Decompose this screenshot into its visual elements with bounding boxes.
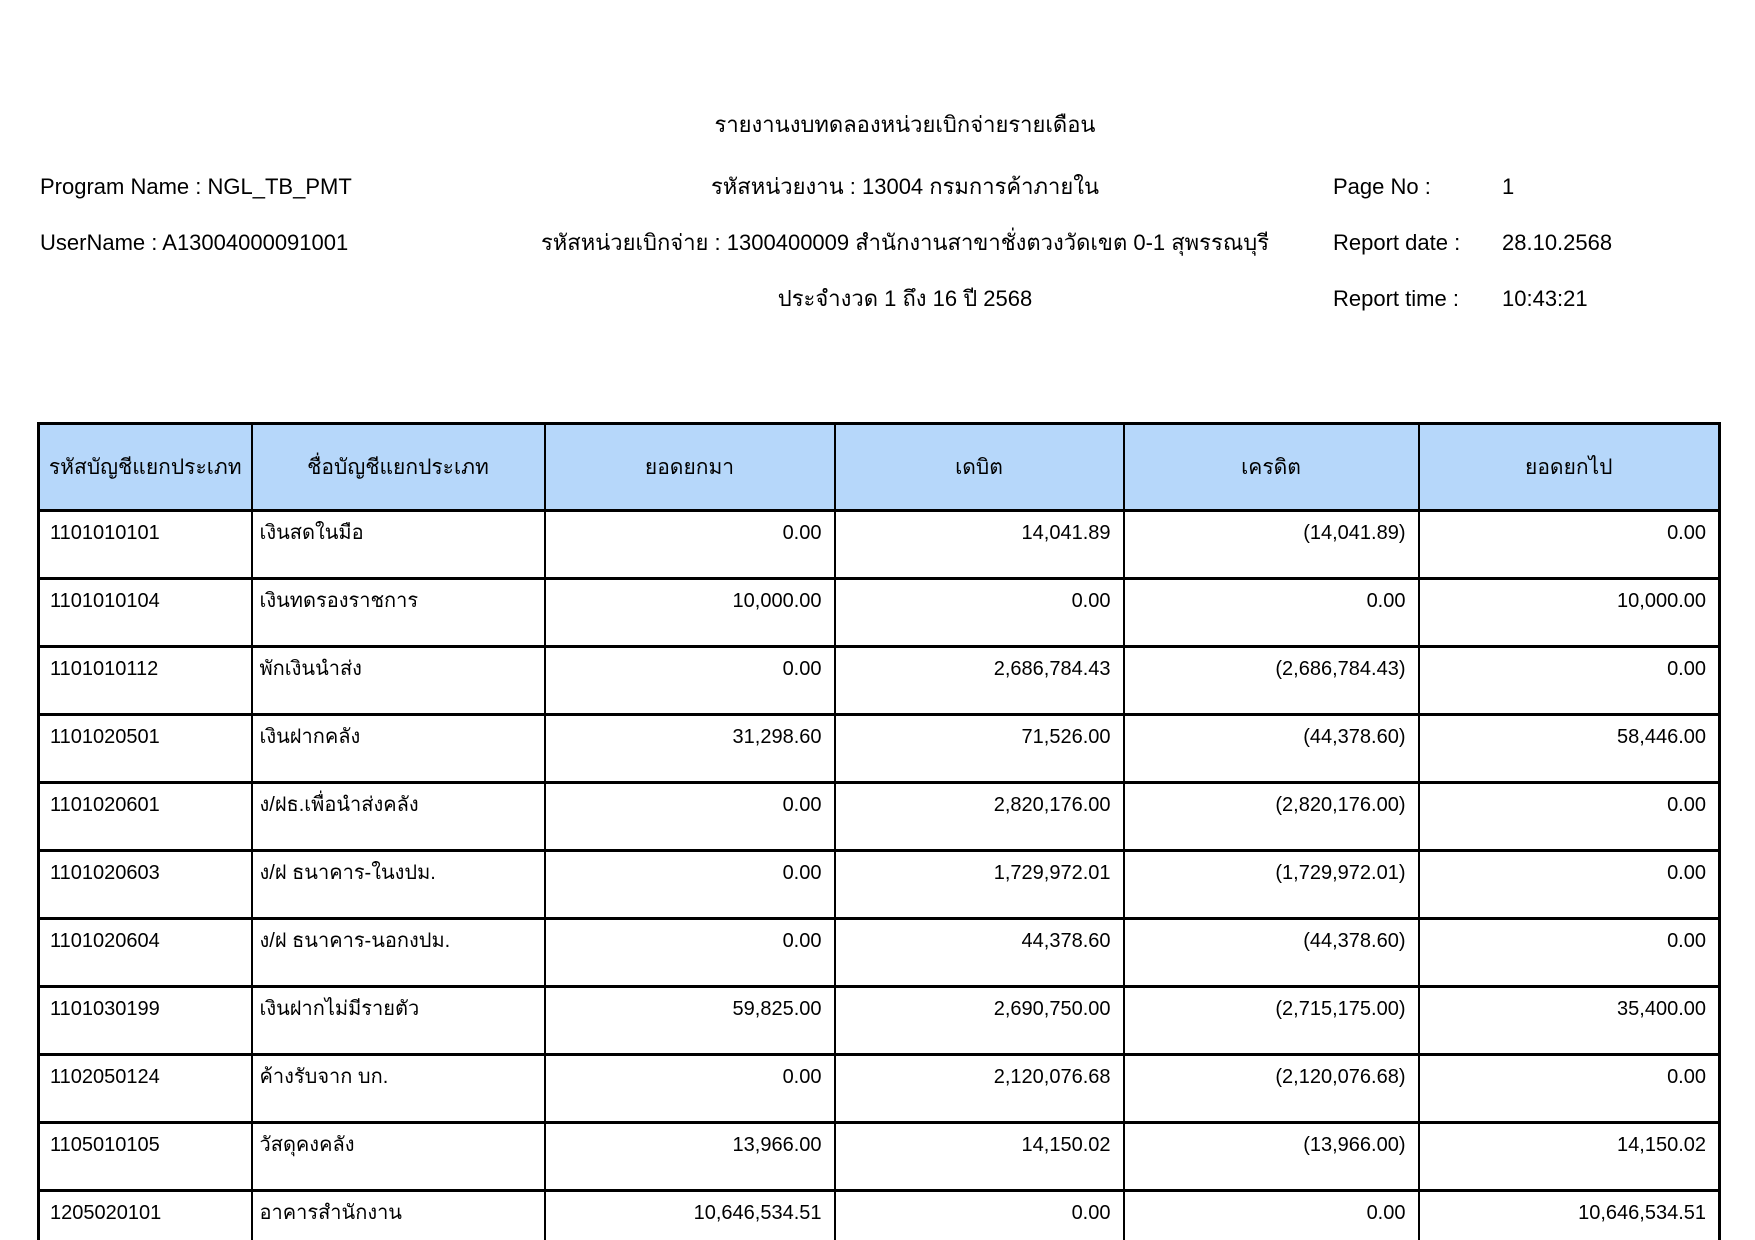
account-code-cell: 1101020603 <box>39 851 252 919</box>
debit-cell: 0.00 <box>835 579 1124 647</box>
brought-forward-cell: 13,966.00 <box>545 1123 835 1191</box>
col-header-account-code: รหัสบัญชีแยกประเภท <box>39 424 252 511</box>
col-header-debit: เดบิต <box>835 424 1124 511</box>
account-name-cell: ง/ฝธ.เพื่อนำส่งคลัง <box>252 783 545 851</box>
account-code-cell: 1101020604 <box>39 919 252 987</box>
account-code-cell: 1101030199 <box>39 987 252 1055</box>
account-name-cell: อาคารสำนักงาน <box>252 1191 545 1240</box>
table-row <box>39 783 1720 851</box>
brought-forward-cell: 0.00 <box>545 647 835 715</box>
debit-cell: 44,378.60 <box>835 919 1124 987</box>
debit-cell: 2,820,176.00 <box>835 783 1124 851</box>
carried-forward-cell: 14,150.02 <box>1419 1123 1720 1191</box>
report-title: รายงานงบทดลองหน่วยเบิกจ่ายรายเดือน <box>714 112 1096 137</box>
debit-cell: 14,150.02 <box>835 1123 1124 1191</box>
credit-cell: (13,966.00) <box>1124 1123 1419 1191</box>
program-name-value: NGL_TB_PMT <box>207 174 352 199</box>
credit-cell: (44,378.60) <box>1124 715 1419 783</box>
debit-cell: 2,690,750.00 <box>835 987 1124 1055</box>
account-code-cell: 1205020101 <box>39 1191 252 1240</box>
credit-cell: (14,041.89) <box>1124 511 1419 579</box>
account-name-cell: เงินฝากคลัง <box>252 715 545 783</box>
account-name-cell: ค้างรับจาก บก. <box>252 1055 545 1123</box>
program-name-label: Program Name : <box>40 174 202 199</box>
account-name-cell: พักเงินนำส่ง <box>252 647 545 715</box>
credit-cell: 0.00 <box>1124 1191 1419 1240</box>
brought-forward-cell: 0.00 <box>545 851 835 919</box>
trial-balance-table <box>37 422 1721 1240</box>
table-row <box>39 511 1720 579</box>
col-header-carried-forward: ยอดยกไป <box>1419 424 1720 511</box>
table-row <box>39 1191 1720 1240</box>
agency-code-line: รหัสหน่วยงาน : 13004 กรมการค้าภายใน <box>710 174 1100 199</box>
debit-cell: 2,686,784.43 <box>835 647 1124 715</box>
brought-forward-cell: 10,000.00 <box>545 579 835 647</box>
carried-forward-cell: 0.00 <box>1419 919 1720 987</box>
table-row <box>39 579 1720 647</box>
credit-cell: 0.00 <box>1124 579 1419 647</box>
account-name-cell: เงินทดรองราชการ <box>252 579 545 647</box>
brought-forward-cell: 0.00 <box>545 783 835 851</box>
brought-forward-cell: 0.00 <box>545 511 835 579</box>
account-code-cell: 1101010104 <box>39 579 252 647</box>
carried-forward-cell: 0.00 <box>1419 1055 1720 1123</box>
debit-cell: 14,041.89 <box>835 511 1124 579</box>
brought-forward-cell: 0.00 <box>545 919 835 987</box>
carried-forward-cell: 10,000.00 <box>1419 579 1720 647</box>
table-header-row <box>39 424 1720 511</box>
table-row <box>39 647 1720 715</box>
report-date-value: 28.10.2568 <box>1502 230 1613 255</box>
col-header-account-name: ชื่อบัญชีแยกประเภท <box>252 424 545 511</box>
table-row <box>39 715 1720 783</box>
account-name-cell: เงินสดในมือ <box>252 511 545 579</box>
account-name-cell: เงินฝากไม่มีรายตัว <box>252 987 545 1055</box>
page-no-label: Page No : <box>1333 174 1431 199</box>
carried-forward-cell: 58,446.00 <box>1419 715 1720 783</box>
account-code-cell: 1105010105 <box>39 1123 252 1191</box>
debit-cell: 2,120,076.68 <box>835 1055 1124 1123</box>
brought-forward-cell: 10,646,534.51 <box>545 1191 835 1240</box>
carried-forward-cell: 10,646,534.51 <box>1419 1191 1720 1240</box>
credit-cell: (2,715,175.00) <box>1124 987 1419 1055</box>
carried-forward-cell: 0.00 <box>1419 851 1720 919</box>
col-header-credit: เครดิต <box>1124 424 1419 511</box>
debit-cell: 71,526.00 <box>835 715 1124 783</box>
account-code-cell: 1101010101 <box>39 511 252 579</box>
credit-cell: (1,729,972.01) <box>1124 851 1419 919</box>
brought-forward-cell: 0.00 <box>545 1055 835 1123</box>
credit-cell: (2,120,076.68) <box>1124 1055 1419 1123</box>
account-code-cell: 1101020601 <box>39 783 252 851</box>
disbursement-unit-line: รหัสหน่วยเบิกจ่าย : 1300400009 สำนักงานสาขาชั่งตวงวัดเขต 0-1 สุพรรณบุรี <box>540 230 1270 255</box>
report-date-label: Report date : <box>1333 230 1461 255</box>
carried-forward-cell: 35,400.00 <box>1419 987 1720 1055</box>
debit-cell: 1,729,972.01 <box>835 851 1124 919</box>
report-time-value: 10:43:21 <box>1502 286 1588 311</box>
report-time-label: Report time : <box>1333 286 1459 311</box>
carried-forward-cell: 0.00 <box>1419 783 1720 851</box>
account-code-cell: 1102050124 <box>39 1055 252 1123</box>
carried-forward-cell: 0.00 <box>1419 511 1720 579</box>
account-code-cell: 1101010112 <box>39 647 252 715</box>
brought-forward-cell: 31,298.60 <box>545 715 835 783</box>
period-line: ประจำงวด 1 ถึง 16 ปี 2568 <box>777 286 1033 311</box>
account-name-cell: ง/ฝ ธนาคาร-ในงปม. <box>252 851 545 919</box>
debit-cell: 0.00 <box>835 1191 1124 1240</box>
col-header-brought-forward: ยอดยกมา <box>545 424 835 511</box>
table-row <box>39 1123 1720 1191</box>
credit-cell: (2,820,176.00) <box>1124 783 1419 851</box>
username-label: UserName : <box>40 230 158 255</box>
credit-cell: (44,378.60) <box>1124 919 1419 987</box>
table-row <box>39 1055 1720 1123</box>
account-name-cell: ง/ฝ ธนาคาร-นอกงปม. <box>252 919 545 987</box>
table-row <box>39 919 1720 987</box>
credit-cell: (2,686,784.43) <box>1124 647 1419 715</box>
carried-forward-cell: 0.00 <box>1419 647 1720 715</box>
account-code-cell: 1101020501 <box>39 715 252 783</box>
account-name-cell: วัสดุคงคลัง <box>252 1123 545 1191</box>
table-row <box>39 851 1720 919</box>
brought-forward-cell: 59,825.00 <box>545 987 835 1055</box>
username-value: A13004000091001 <box>162 230 349 255</box>
table-row <box>39 987 1720 1055</box>
page-no-value: 1 <box>1502 174 1515 199</box>
